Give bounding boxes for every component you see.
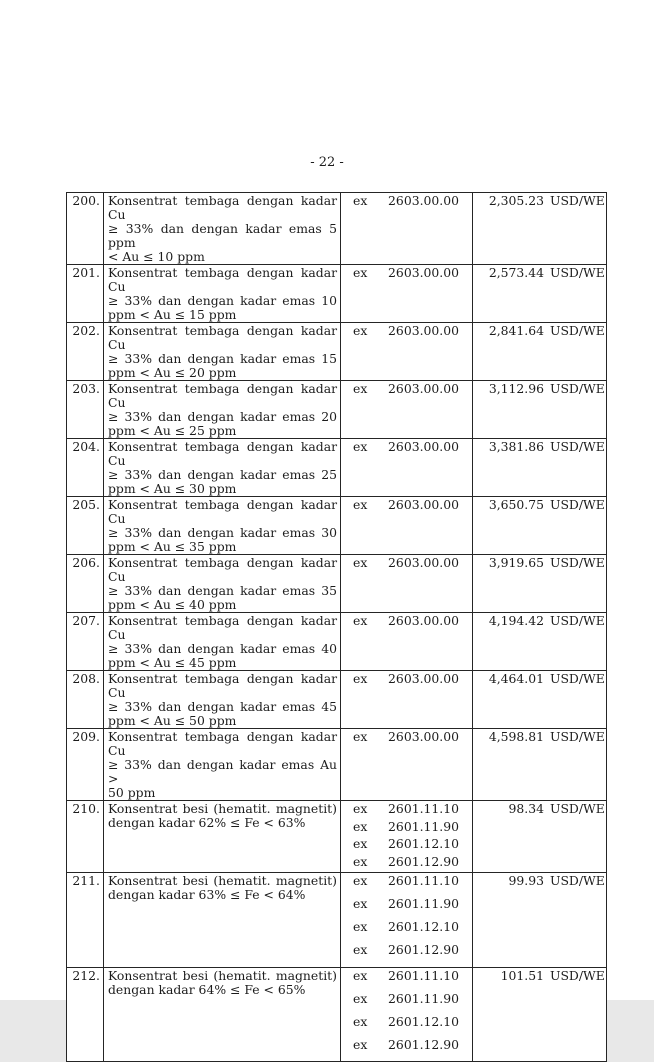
price-unit: USD/WE (550, 613, 605, 628)
price-value: 4,464.01 (488, 671, 544, 686)
hs-code-line (341, 1015, 472, 1029)
table-row (67, 612, 606, 670)
hs-code: 2601.12.90 (388, 1037, 459, 1052)
description-line: Konsentrat tembaga dengan kadar Cu (108, 439, 337, 468)
hs-code: 2603.00.00 (388, 381, 459, 396)
price-value: 3,112.96 (488, 381, 544, 396)
price-cell (473, 323, 606, 380)
price-cell (473, 439, 606, 496)
row-number: 210. (67, 801, 104, 872)
description-line: < Au ≤ 10 ppm (108, 249, 205, 264)
description-line: ≥ 33% dan dengan kadar emas 25 (108, 467, 337, 482)
price-cell (473, 381, 606, 438)
description-line: ≥ 33% dan dengan kadar emas Au > (108, 757, 337, 786)
hs-code-line (341, 614, 472, 628)
price-value: 4,598.81 (488, 729, 544, 744)
hs-code-list (341, 265, 473, 322)
description-line: ≥ 33% dan dengan kadar emas 35 (108, 583, 337, 598)
table-row (67, 496, 606, 554)
hs-code: 2603.00.00 (388, 729, 459, 744)
price-value: 99.93 (508, 873, 544, 888)
hs-code-line (341, 324, 472, 338)
row-number: 207. (67, 613, 104, 670)
hs-code-lines (341, 266, 472, 280)
ex-prefix: ex (353, 896, 368, 911)
price-unit: USD/WE (550, 323, 605, 338)
hs-code: 2601.12.90 (388, 853, 459, 869)
hs-code-list (341, 439, 473, 496)
hs-code-lines (341, 672, 472, 686)
hs-code-lines (341, 730, 472, 744)
ex-prefix: ex (353, 1014, 368, 1029)
row-number: 205. (67, 497, 104, 554)
description-line: Konsentrat besi (hematit. magnetit) (108, 801, 337, 816)
item-description (104, 323, 341, 380)
price-cell (473, 671, 606, 728)
description-line: ppm < Au ≤ 35 ppm (108, 539, 237, 554)
description-line: dengan kadar 63% ≤ Fe < 64% (108, 887, 306, 902)
ex-prefix: ex (353, 381, 368, 396)
hs-code-lines (341, 194, 472, 208)
description-line: Konsentrat besi (hematit. magnetit) (108, 968, 337, 983)
description-line: ≥ 33% dan dengan kadar emas 20 (108, 409, 337, 424)
table-row (67, 322, 606, 380)
price-value: 2,573.44 (488, 265, 544, 280)
hs-code-lines (341, 440, 472, 454)
table-row (67, 872, 606, 967)
description-line: dengan kadar 62% ≤ Fe < 63% (108, 815, 306, 830)
item-description (104, 381, 341, 438)
row-number: 209. (67, 729, 104, 800)
hs-code-list (341, 801, 473, 872)
item-description (104, 193, 341, 264)
ex-prefix: ex (353, 818, 368, 834)
row-number: 203. (67, 381, 104, 438)
ex-prefix: ex (353, 991, 368, 1006)
hs-code-line (341, 672, 472, 686)
hs-code-lines (341, 556, 472, 570)
price-unit: USD/WE (550, 671, 605, 686)
price-value: 3,381.86 (488, 439, 544, 454)
hs-code: 2601.11.90 (388, 896, 459, 911)
price-value: 2,305.23 (488, 193, 544, 208)
hs-code-list (341, 968, 473, 1061)
table-row (67, 193, 606, 264)
row-number: 206. (67, 555, 104, 612)
row-number: 200. (67, 193, 104, 264)
ex-prefix: ex (353, 801, 368, 816)
description-line: ≥ 33% dan dengan kadar emas 5 ppm (108, 221, 337, 250)
table-row (67, 554, 606, 612)
tariff-table (66, 192, 607, 1062)
hs-code-lines (341, 614, 472, 628)
hs-code-line (341, 440, 472, 454)
ex-prefix: ex (353, 555, 368, 570)
hs-code-line (341, 266, 472, 280)
description-line: Konsentrat tembaga dengan kadar Cu (108, 265, 337, 294)
price-value: 101.51 (500, 968, 544, 983)
table-row (67, 438, 606, 496)
price-value: 3,919.65 (488, 555, 544, 570)
hs-code-lines (341, 324, 472, 338)
price-unit: USD/WE (550, 497, 605, 512)
price-value: 3,650.75 (488, 497, 544, 512)
ex-prefix: ex (353, 439, 368, 454)
hs-code: 2601.11.10 (388, 801, 459, 816)
price-unit: USD/WE (550, 801, 605, 816)
hs-code-lines (341, 969, 472, 1052)
hs-code-lines (341, 382, 472, 396)
hs-code: 2601.12.10 (388, 919, 459, 934)
price-unit: USD/WE (550, 968, 605, 983)
hs-code: 2601.12.90 (388, 942, 459, 957)
price-cell (473, 801, 606, 872)
item-description (104, 555, 341, 612)
hs-code: 2601.12.10 (388, 1014, 459, 1029)
hs-code-line (341, 920, 472, 934)
hs-code-list (341, 381, 473, 438)
hs-code-list (341, 323, 473, 380)
hs-code-line (341, 969, 472, 983)
description-line: Konsentrat tembaga dengan kadar Cu (108, 497, 337, 526)
hs-code-line (341, 874, 472, 888)
item-description (104, 968, 341, 1061)
price-unit: USD/WE (550, 265, 605, 280)
row-number: 208. (67, 671, 104, 728)
hs-code: 2601.12.10 (388, 836, 459, 851)
hs-code: 2603.00.00 (388, 497, 459, 512)
item-description (104, 439, 341, 496)
ex-prefix: ex (353, 968, 368, 983)
table-row (67, 800, 606, 872)
price-value: 2,841.64 (488, 323, 544, 338)
description-line: ppm < Au ≤ 40 ppm (108, 597, 237, 612)
price-cell (473, 613, 606, 670)
description-line: dengan kadar 64% ≤ Fe < 65% (108, 982, 306, 997)
description-line: Konsentrat tembaga dengan kadar Cu (108, 323, 337, 352)
price-unit: USD/WE (550, 729, 605, 744)
description-line: Konsentrat tembaga dengan kadar Cu (108, 381, 337, 410)
hs-code-lines (341, 874, 472, 957)
hs-code-line (341, 802, 472, 816)
item-description (104, 613, 341, 670)
hs-code-line (341, 498, 472, 512)
hs-code: 2601.11.90 (388, 991, 459, 1006)
hs-code-list (341, 671, 473, 728)
price-unit: USD/WE (550, 439, 605, 454)
price-cell (473, 968, 606, 1061)
description-line: Konsentrat besi (hematit. magnetit) (108, 873, 337, 888)
description-line: ≥ 33% dan dengan kadar emas 10 (108, 293, 337, 308)
hs-code-line (341, 1038, 472, 1052)
price-unit: USD/WE (550, 555, 605, 570)
item-description (104, 497, 341, 554)
price-unit: USD/WE (550, 873, 605, 888)
table-row (67, 380, 606, 438)
row-number: 202. (67, 323, 104, 380)
ex-prefix: ex (353, 323, 368, 338)
price-value: 4,194.42 (488, 613, 544, 628)
ex-prefix: ex (353, 265, 368, 280)
item-description (104, 729, 341, 800)
hs-code-line (341, 837, 472, 851)
item-description (104, 873, 341, 967)
ex-prefix: ex (353, 853, 368, 869)
description-line: ppm < Au ≤ 15 ppm (108, 307, 237, 322)
item-description (104, 671, 341, 728)
hs-code-list (341, 873, 473, 967)
page-number: - 22 - (310, 155, 344, 170)
description-line: ≥ 33% dan dengan kadar emas 45 (108, 699, 337, 714)
item-description (104, 801, 341, 872)
price-cell (473, 873, 606, 967)
description-line: ≥ 33% dan dengan kadar emas 30 (108, 525, 337, 540)
description-line: Konsentrat tembaga dengan kadar Cu (108, 671, 337, 700)
price-value: 98.34 (508, 801, 544, 816)
hs-code: 2601.11.90 (388, 818, 459, 834)
description-line: ppm < Au ≤ 50 ppm (108, 713, 237, 728)
item-description (104, 265, 341, 322)
ex-prefix: ex (353, 671, 368, 686)
hs-code: 2603.00.00 (388, 671, 459, 686)
description-line: Konsentrat tembaga dengan kadar Cu (108, 193, 337, 222)
hs-code-line (341, 194, 472, 208)
hs-code-line (341, 897, 472, 911)
description-line: Konsentrat tembaga dengan kadar Cu (108, 613, 337, 642)
table-row (67, 264, 606, 322)
description-line: ppm < Au ≤ 25 ppm (108, 423, 237, 438)
table-row (67, 728, 606, 800)
hs-code: 2603.00.00 (388, 193, 459, 208)
price-cell (473, 265, 606, 322)
hs-code-list (341, 193, 473, 264)
hs-code: 2601.11.10 (388, 873, 459, 888)
price-cell (473, 193, 606, 264)
row-number: 201. (67, 265, 104, 322)
hs-code-line (341, 943, 472, 957)
table-row (67, 670, 606, 728)
description-line: ppm < Au ≤ 20 ppm (108, 365, 237, 380)
hs-code-list (341, 497, 473, 554)
row-number: 212. (67, 968, 104, 1061)
ex-prefix: ex (353, 193, 368, 208)
row-number: 204. (67, 439, 104, 496)
hs-code: 2603.00.00 (388, 265, 459, 280)
price-cell (473, 555, 606, 612)
hs-code-list (341, 729, 473, 800)
ex-prefix: ex (353, 729, 368, 744)
description-line: Konsentrat tembaga dengan kadar Cu (108, 555, 337, 584)
ex-prefix: ex (353, 942, 368, 957)
ex-prefix: ex (353, 836, 368, 851)
description-line: ppm < Au ≤ 45 ppm (108, 655, 237, 670)
hs-code: 2603.00.00 (388, 439, 459, 454)
description-line: Konsentrat tembaga dengan kadar Cu (108, 729, 337, 758)
hs-code-line (341, 992, 472, 1006)
ex-prefix: ex (353, 873, 368, 888)
hs-code: 2603.00.00 (388, 323, 459, 338)
hs-code: 2601.11.10 (388, 968, 459, 983)
price-cell (473, 729, 606, 800)
table-row (67, 967, 606, 1061)
hs-code-line (341, 730, 472, 744)
ex-prefix: ex (353, 497, 368, 512)
row-number: 211. (67, 873, 104, 967)
price-unit: USD/WE (550, 381, 605, 396)
hs-code: 2603.00.00 (388, 555, 459, 570)
hs-code-line (341, 820, 472, 834)
hs-code-line (341, 382, 472, 396)
price-cell (473, 497, 606, 554)
hs-code-lines (341, 802, 472, 869)
hs-code-list (341, 613, 473, 670)
hs-code-lines (341, 498, 472, 512)
description-line: ppm < Au ≤ 30 ppm (108, 481, 237, 496)
ex-prefix: ex (353, 1037, 368, 1052)
hs-code-line (341, 855, 472, 869)
description-line: 50 ppm (108, 785, 156, 800)
ex-prefix: ex (353, 919, 368, 934)
price-unit: USD/WE (550, 193, 605, 208)
ex-prefix: ex (353, 613, 368, 628)
description-line: ≥ 33% dan dengan kadar emas 15 (108, 351, 337, 366)
description-line: ≥ 33% dan dengan kadar emas 40 (108, 641, 337, 656)
hs-code-line (341, 556, 472, 570)
hs-code: 2603.00.00 (388, 613, 459, 628)
hs-code-list (341, 555, 473, 612)
